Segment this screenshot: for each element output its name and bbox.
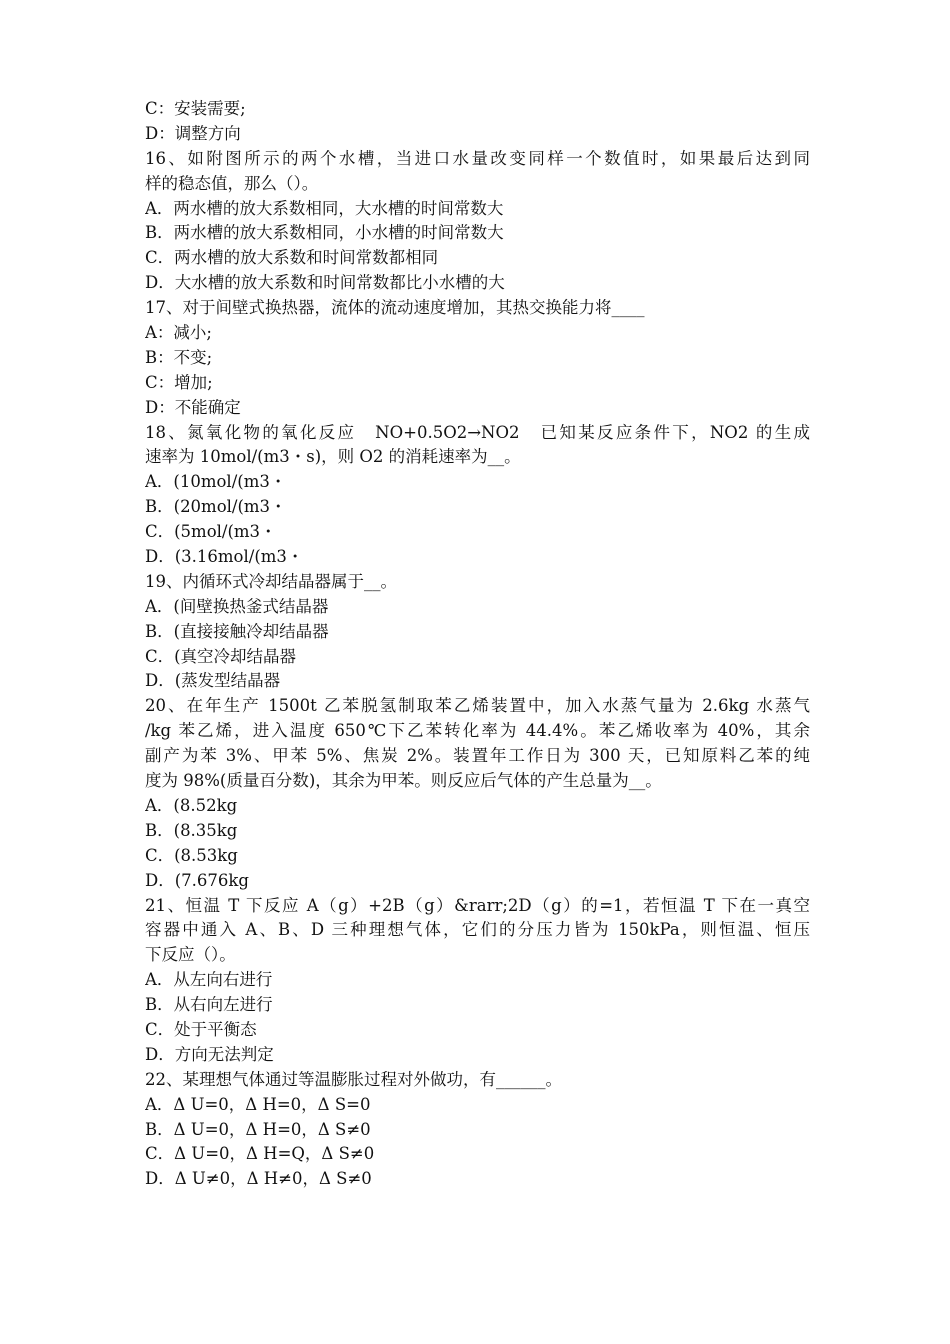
option-line: C．(5mol/(m3・: [145, 522, 277, 542]
text-line: 容器中通入 A、B、D 三种理想气体，它们的分压力皆为 150kPa，则恒温、恒压: [145, 920, 810, 940]
text-line: 度为 98%(质量百分数)，其余为甲苯。则反应后气体的产生总量为__。: [145, 771, 662, 791]
option-line: A．两水槽的放大系数相同，大水槽的时间常数大: [145, 198, 504, 218]
option-line: D．(蒸发型结晶器: [145, 671, 281, 691]
option-line: D．方向无法判定: [145, 1044, 274, 1064]
option-line: D：不能确定: [145, 397, 241, 417]
question-18-text: 18、氮氧化物的氧化反应 NO+0.5O2→NO2 已知某反应条件下，NO2 的生成: [145, 422, 810, 442]
option-line: C．两水槽的放大系数和时间常数都相同: [145, 248, 439, 268]
question-22-text: 22、某理想气体通过等温膨胀过程对外做功，有______。: [145, 1069, 562, 1089]
option-line: B．Δ U=0，Δ H=0，Δ S≠0: [145, 1119, 371, 1139]
option-line: C．处于平衡态: [145, 1019, 257, 1039]
option-line: C．(真空冷却结晶器: [145, 646, 297, 666]
text-line: /kg 苯乙烯，进入温度 650℃下乙苯转化率为 44.4%。苯乙烯收率为 40%，其余: [145, 721, 810, 741]
option-line: D．(3.16mol/(m3・: [145, 547, 304, 567]
text-line: 速率为 10mol/(m3・s)，则 O2 的消耗速率为__。: [145, 447, 521, 467]
option-line: D．(7.676kg: [145, 870, 249, 890]
text-line: C：安装需要;: [145, 99, 246, 118]
option-line: D．Δ U≠0，Δ H≠0，Δ S≠0: [145, 1169, 372, 1189]
question-17-text: 17、对于间壁式换热器，流体的流动速度增加，其热交换能力将____: [145, 298, 645, 318]
text-line: 副产为苯 3%、甲苯 5%、焦炭 2%。装置年工作日为 300 天，已知原料乙苯的纯: [145, 746, 810, 766]
option-line: B．(直接接触冷却结晶器: [145, 621, 329, 641]
text-line: D：调整方向: [145, 123, 241, 143]
option-line: A．(间壁换热釜式结晶器: [145, 596, 329, 616]
option-line: C：增加;: [145, 372, 213, 392]
document-page: [145, 97, 810, 1192]
option-line: B：不变;: [145, 347, 213, 367]
option-line: A．(8.52kg: [145, 795, 238, 815]
option-line: B．(20mol/(m3・: [145, 497, 287, 517]
option-line: D．大水槽的放大系数和时间常数都比小水槽的大: [145, 273, 505, 293]
text-line: 下反应（）。: [145, 945, 236, 965]
option-line: A．从左向右进行: [145, 970, 273, 990]
question-20-text: 20、在年生产 1500t 乙苯脱氢制取苯乙烯装置中，加入水蒸气量为 2.6kg 水蒸气: [145, 696, 810, 716]
text-line: 样的稳态值，那么（）。: [145, 173, 319, 193]
option-line: C．Δ U=0，Δ H=Q，Δ S≠0: [145, 1144, 375, 1164]
option-line: A：减小;: [145, 323, 212, 343]
option-line: B．两水槽的放大系数相同，小水槽的时间常数大: [145, 223, 504, 243]
option-line: C．(8.53kg: [145, 845, 238, 865]
option-line: A．(10mol/(m3・: [145, 472, 287, 492]
option-line: A．Δ U=0，Δ H=0，Δ S=0: [145, 1094, 371, 1114]
option-line: B．从右向左进行: [145, 995, 273, 1015]
question-21-text: 21、恒温 T 下反应 A（g）+2B（g）&rarr;2D（g）的=1，若恒温 T 下在一真空: [145, 895, 810, 915]
question-19-text: 19、内循环式冷却结晶器属于__。: [145, 571, 397, 591]
question-16-text: 16、如附图所示的两个水槽，当进口水量改变同样一个数值时，如果最后达到同: [145, 148, 810, 168]
option-line: B．(8.35kg: [145, 820, 238, 840]
